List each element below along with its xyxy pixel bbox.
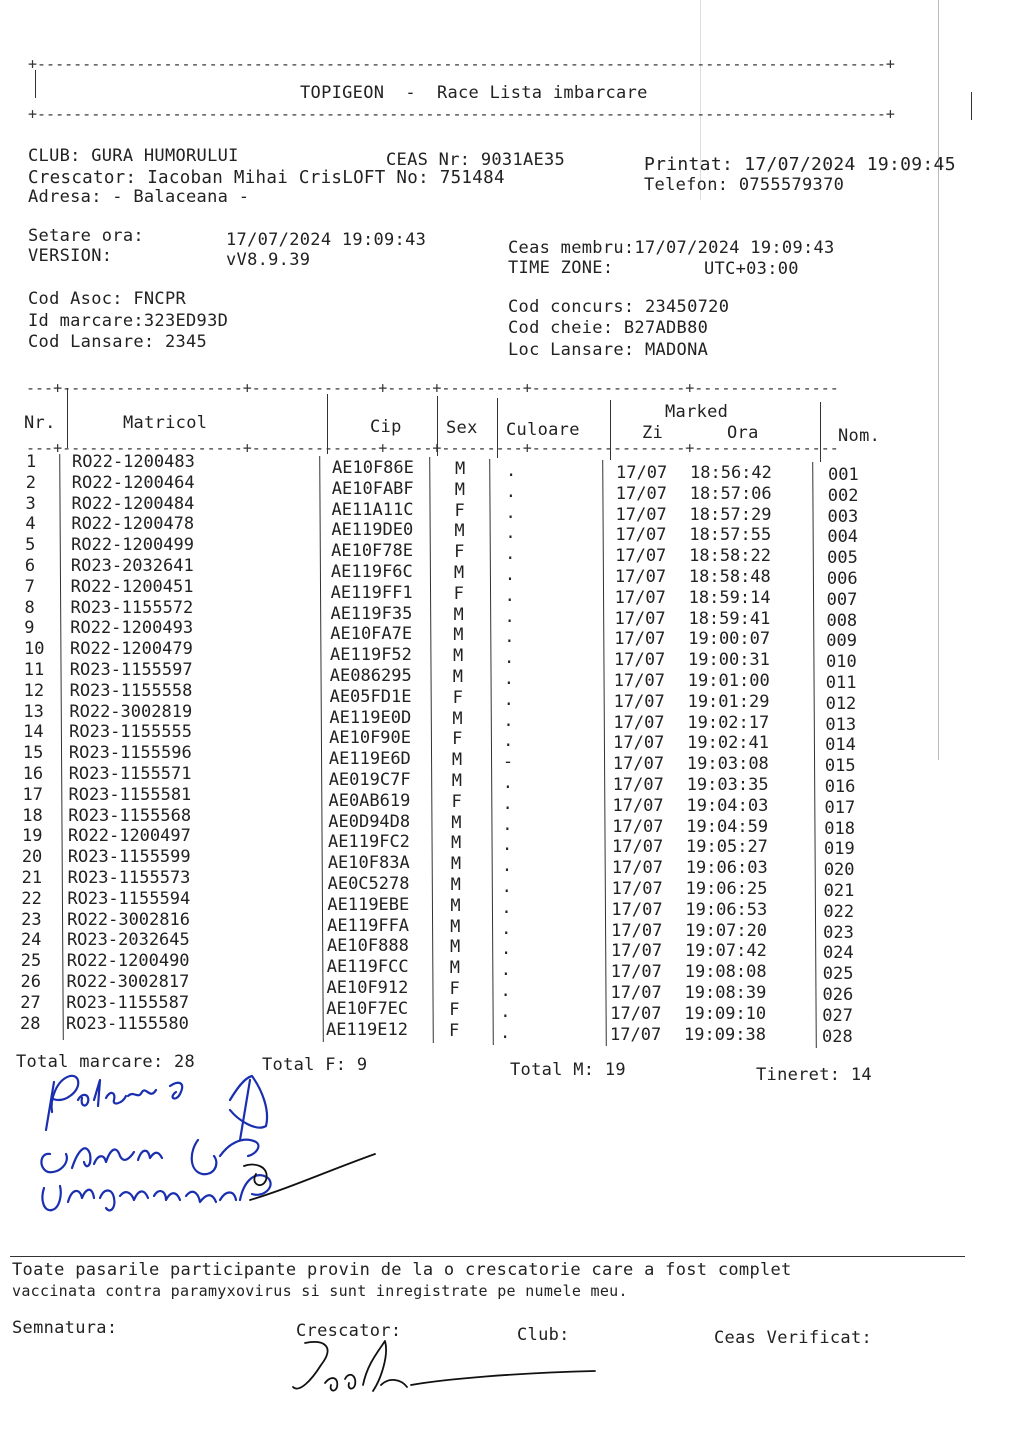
cell-nom: 017 (824, 797, 856, 818)
cell-zi: 17/07 (611, 920, 663, 941)
tineret: Tineret: 14 (756, 1065, 872, 1085)
cell-sex: M (451, 833, 462, 854)
cell-zi: 17/07 (614, 608, 666, 629)
cell-nr: 24 (20, 930, 42, 951)
crescator-sign-label: Crescator: (296, 1321, 402, 1341)
cell-matricol: RO22-1200484 (71, 493, 195, 514)
cell-matricol: RO22-1200493 (70, 618, 194, 639)
semnatura-label: Semnatura: (12, 1318, 118, 1338)
title-box-top-rule: +----------------------------------------------------------------------------------------------+ (28, 56, 895, 72)
cell-nom: 004 (827, 527, 859, 548)
cell-culoare: . (505, 502, 516, 523)
cell-nom: 002 (827, 485, 859, 506)
cell-nom: 019 (824, 839, 855, 860)
handwritten-signatures-blue (30, 1070, 450, 1230)
setare-label: Setare ora: (28, 226, 144, 246)
cell-zi: 17/07 (612, 795, 664, 816)
cell-nom: 025 (822, 964, 854, 985)
cell-ora: 18:59:14 (688, 587, 771, 608)
time-zone-label: TIME ZONE: (508, 258, 614, 278)
cell-nom: 008 (826, 610, 858, 631)
ceas-membru-text: Ceas membru:17/07/2024 19:09:43 (508, 238, 835, 258)
cell-nr: 27 (20, 992, 41, 1013)
cell-cip: AE119F52 (330, 645, 412, 666)
cell-matricol: RO23-1155594 (67, 888, 191, 909)
cell-sex: M (452, 708, 463, 729)
cell-cip: AE10FABF (331, 478, 414, 499)
cell-ora: 19:02:17 (687, 712, 770, 733)
cell-culoare: . (500, 981, 511, 1001)
cell-nom: 021 (823, 881, 855, 901)
cell-cip: AE019C7F (328, 770, 411, 790)
cell-cip: AE086295 (329, 666, 412, 686)
cell-nom: 026 (822, 985, 854, 1005)
cell-ora: 19:03:35 (686, 775, 769, 795)
cell-cip: AE0C5278 (327, 874, 410, 894)
cell-matricol: RO23-1155587 (66, 992, 190, 1013)
total-f: Total F: 9 (262, 1055, 368, 1075)
cell-matricol: RO22-1200499 (71, 535, 194, 556)
cell-nom: 014 (825, 735, 856, 756)
cell-matricol: RO22-1200490 (66, 951, 190, 972)
body-divider-culoare (602, 460, 607, 1046)
cell-culoare: . (502, 793, 513, 814)
header-zi: Zi (642, 423, 664, 443)
cell-sex: F (454, 542, 465, 563)
cell-culoare: . (500, 1022, 511, 1043)
body-divider-nr (59, 454, 64, 1040)
cell-zi: 17/07 (614, 629, 666, 650)
cell-zi: 17/07 (614, 567, 667, 587)
cell-sex: M (453, 625, 464, 646)
cell-cip: AE10F78E (331, 541, 413, 562)
cell-matricol: RO23-1155596 (68, 743, 192, 764)
cell-cip: AE119FFA (327, 915, 410, 936)
cell-zi: 17/07 (611, 858, 663, 879)
cell-zi: 17/07 (610, 1024, 662, 1045)
cell-ora: 18:59:41 (688, 608, 771, 629)
cell-zi: 17/07 (613, 691, 665, 712)
cell-nr: 22 (21, 888, 42, 909)
setare-value: 17/07/2024 19:09:43 (226, 230, 427, 250)
cell-sex: M (450, 875, 461, 895)
cell-cip: AE0AB619 (328, 790, 411, 811)
cell-culoare: . (500, 1001, 511, 1022)
cell-zi: 17/07 (611, 899, 663, 920)
cell-nom: 016 (824, 777, 856, 797)
cell-zi: 17/07 (610, 983, 662, 1003)
cell-nom: 020 (823, 860, 855, 881)
cell-zi: 17/07 (612, 754, 665, 775)
cell-zi: 17/07 (613, 733, 665, 754)
cell-cip: AE119E12 (326, 1019, 408, 1040)
cell-nr: 7 (24, 576, 35, 597)
cell-cip: AE119F6C (330, 562, 413, 582)
cell-nr: 12 (23, 680, 45, 701)
col-divider-culoare (610, 400, 611, 460)
cell-zi: 17/07 (613, 671, 665, 691)
cell-nr: 17 (22, 784, 43, 805)
cell-zi: 17/07 (615, 504, 667, 525)
cell-matricol: RO23-1155580 (66, 1013, 189, 1034)
cell-nr: 2 (25, 472, 37, 493)
cell-nom: 023 (823, 922, 854, 943)
body-divider-marked (812, 462, 817, 1048)
cell-culoare: . (502, 814, 513, 835)
cell-nom: 018 (824, 818, 855, 839)
cell-zi: 17/07 (610, 941, 663, 962)
cell-nr: 11 (23, 660, 45, 680)
cell-culoare: - (502, 752, 514, 773)
cell-nom: 005 (827, 548, 858, 569)
cell-culoare: . (500, 939, 512, 960)
cell-matricol: RO22-1200497 (68, 826, 191, 847)
cell-cip: AE119F35 (330, 603, 413, 624)
cell-matricol: RO23-1155555 (69, 722, 192, 743)
cell-nr: 6 (24, 556, 36, 576)
cell-ora: 19:03:08 (686, 754, 769, 775)
cell-culoare: . (503, 669, 515, 689)
cell-ora: 19:06:53 (685, 899, 768, 920)
cell-nr: 15 (22, 743, 44, 764)
cell-culoare: . (506, 461, 517, 481)
header-nr: Nr. (24, 413, 56, 433)
id-marcare-text: Id marcare:323ED93D (28, 311, 229, 331)
cell-matricol: RO23-1155581 (68, 784, 192, 805)
col-divider-matricol (327, 394, 328, 454)
cell-cip: AE10F86E (332, 458, 414, 478)
cell-culoare: . (501, 918, 512, 939)
cell-cip: AE119FC2 (328, 832, 410, 853)
cell-zi: 17/07 (615, 525, 667, 546)
cell-sex: M (449, 937, 461, 958)
cod-concurs-text: Cod concurs: 23450720 (508, 297, 730, 317)
cell-ora: 19:06:25 (685, 879, 768, 899)
cell-sex: M (455, 459, 466, 479)
cell-matricol: RO23-1155573 (67, 868, 191, 888)
declaration-line-1: Toate pasarile participante provin de la o crescatorie care a fost complet (12, 1260, 792, 1280)
title-box-left-border (35, 70, 36, 98)
cell-cip: AE119DE0 (331, 520, 414, 541)
cell-nom: 013 (825, 714, 857, 735)
cell-nom: 006 (826, 569, 858, 589)
club-sign-label: Club: (517, 1325, 570, 1345)
cell-matricol: RO22-1200479 (70, 639, 193, 660)
cell-ora: 19:08:39 (684, 983, 767, 1003)
table-top-rule: ---+--------------------+--------------+-----+---------+-----------------+---------------- (26, 380, 839, 396)
page-title: TOPIGEON - Race Lista imbarcare (300, 83, 648, 103)
cell-matricol: RO23-1155558 (69, 680, 193, 701)
cell-nr: 23 (21, 909, 42, 930)
cell-matricol: RO22-1200478 (71, 514, 195, 535)
cell-cip: AE119FCC (326, 957, 409, 978)
cell-ora: 19:00:31 (688, 650, 770, 671)
cell-zi: 17/07 (612, 775, 664, 795)
cell-sex: F (452, 729, 463, 750)
cell-nom: 011 (825, 673, 857, 693)
cell-nr: 1 (26, 452, 37, 472)
col-divider-sex (497, 398, 498, 458)
col-divider-nr (67, 388, 68, 448)
cell-nr: 13 (23, 701, 44, 722)
cell-nom: 010 (826, 652, 857, 673)
body-divider-matricol (319, 456, 324, 1042)
cell-matricol: RO23-1155597 (69, 660, 193, 680)
cell-matricol: RO22-1200483 (72, 452, 195, 472)
cell-cip: AE119E6D (328, 749, 411, 770)
cell-ora: 19:08:08 (684, 962, 767, 983)
ceas-verificat-label: Ceas Verificat: (714, 1328, 873, 1348)
cell-zi: 17/07 (611, 879, 663, 899)
version-value: vV8.9.39 (226, 250, 311, 270)
cell-nom: 009 (826, 631, 857, 652)
col-divider-marked (820, 402, 821, 462)
cell-matricol: RO23-1155599 (67, 847, 191, 868)
adresa-text: Adresa: - Balaceana - (28, 187, 250, 207)
cell-sex: F (449, 999, 460, 1020)
cell-nr: 4 (25, 514, 36, 535)
header-cip: Cip (370, 417, 402, 437)
cell-ora: 19:09:38 (684, 1024, 766, 1045)
footer-separator (10, 1256, 965, 1257)
cell-nr: 5 (25, 535, 36, 556)
total-m: Total M: 19 (510, 1060, 626, 1080)
cell-matricol: RO22-1200451 (70, 576, 194, 597)
version-label: VERSION: (28, 246, 113, 266)
cell-sex: F (449, 979, 460, 999)
cell-culoare: . (504, 565, 516, 585)
cell-nr: 8 (24, 597, 35, 618)
cell-culoare: . (501, 877, 512, 897)
col-divider-cip (437, 396, 438, 456)
cell-sex: F (454, 500, 465, 521)
cell-zi: 17/07 (612, 816, 664, 837)
cell-matricol: RO23-1155568 (68, 805, 192, 826)
cell-zi: 17/07 (614, 650, 666, 671)
cell-nom: 024 (822, 943, 854, 964)
cell-cip: AE10FA7E (330, 624, 413, 645)
total-marcare: Total marcare: 28 (16, 1052, 196, 1072)
cell-ora: 19:04:03 (686, 795, 769, 816)
cell-sex: M (450, 895, 461, 916)
cod-asoc-text: Cod Asoc: FNCPR (28, 289, 187, 309)
cell-nr: 14 (23, 722, 44, 743)
title-box-bottom-rule: +----------------------------------------------------------------------------------------------+ (28, 106, 895, 122)
cell-culoare: . (502, 835, 513, 856)
cell-zi: 17/07 (616, 463, 668, 483)
body-divider-sex (489, 459, 494, 1045)
cell-matricol: RO22-3002817 (66, 972, 190, 992)
cod-lansare-text: Cod Lansare: 2345 (28, 332, 208, 352)
cell-matricol: RO23-2032641 (70, 556, 194, 576)
cell-ora: 19:07:20 (685, 920, 768, 941)
cell-nr: 28 (20, 1013, 41, 1034)
cell-sex: M (450, 916, 461, 937)
cell-zi: 17/07 (612, 837, 664, 858)
cell-sex: F (451, 791, 462, 812)
cell-ora: 19:06:03 (685, 858, 768, 879)
loc-lansare-text: Loc Lansare: MADONA (508, 340, 709, 360)
cell-ora: 19:01:29 (687, 691, 770, 712)
cell-sex: M (451, 812, 462, 833)
cell-sex: F (452, 687, 463, 708)
cell-culoare: . (505, 544, 516, 565)
cell-nr: 20 (21, 847, 43, 868)
cell-nr: 9 (24, 618, 35, 639)
cell-cip: AE119E0D (329, 707, 412, 728)
cell-culoare: . (503, 731, 514, 752)
cell-cip: AE10F83A (327, 853, 410, 874)
header-nom: Nom. (838, 426, 881, 446)
cell-ora: 19:07:42 (684, 941, 767, 962)
cell-nr: 19 (22, 826, 43, 847)
cell-culoare: . (503, 710, 514, 731)
cell-nr: 3 (25, 493, 36, 514)
cell-sex: M (454, 521, 465, 542)
cell-sex: F (449, 1020, 460, 1041)
cell-nom: 001 (828, 465, 859, 485)
cell-zi: 17/07 (610, 1003, 662, 1024)
cell-matricol: RO22-1200464 (71, 472, 195, 493)
cell-nr: 25 (20, 951, 42, 972)
cell-ora: 18:58:48 (688, 567, 771, 587)
declaration-line-2: vaccinata contra paramyxovirus si sunt inregistrate pe numele meu. (12, 1282, 628, 1300)
cell-sex: M (452, 667, 464, 687)
crescator-text: Crescator: Iacoban Mihai CrisLOFT No: 751484 (28, 168, 505, 188)
cell-nom: 007 (826, 589, 858, 610)
cell-ora: 18:58:22 (689, 546, 771, 567)
cell-sex: M (451, 750, 463, 771)
cell-zi: 17/07 (610, 962, 662, 983)
cell-cip: AE10F912 (326, 978, 409, 998)
header-sex: Sex (446, 418, 478, 438)
cell-culoare: . (505, 481, 517, 502)
cell-culoare: . (504, 648, 515, 669)
cell-sex: M (453, 563, 465, 583)
cell-cip: AE119FF1 (330, 582, 413, 603)
cell-culoare: . (503, 689, 514, 710)
cell-ora: 19:01:00 (687, 671, 770, 691)
cell-culoare: . (505, 523, 516, 544)
cell-cip: AE0D94D8 (328, 811, 411, 832)
cell-sex: M (450, 854, 462, 875)
table-header-bottom-rule: ---+--------------------+--------------+-----+---------+-----------------+---------------- (26, 440, 839, 456)
cell-culoare: . (504, 606, 515, 627)
cell-cip: AE11A11C (331, 499, 414, 520)
cell-nom: 022 (823, 901, 855, 922)
cell-culoare: . (501, 897, 512, 918)
cell-cip: AE10F90E (329, 728, 412, 749)
cell-ora: 19:09:10 (684, 1003, 767, 1024)
cell-sex: F (453, 583, 464, 604)
cell-sex: M (453, 646, 464, 667)
cell-ora: 18:56:42 (690, 463, 772, 483)
cell-zi: 17/07 (614, 587, 666, 608)
club-text: CLUB: GURA HUMORULUI (28, 146, 239, 166)
cell-matricol: RO23-1155572 (70, 597, 194, 618)
cell-nom: 027 (822, 1005, 853, 1026)
cell-matricol: RO23-1155571 (68, 764, 192, 784)
cell-sex: M (453, 604, 464, 625)
telefon-text: Telefon: 0755579370 (644, 175, 845, 195)
cell-culoare: . (504, 585, 515, 606)
cell-matricol: RO22-3002816 (67, 909, 190, 930)
cell-nr: 26 (20, 972, 41, 992)
printat-text: Printat: 17/07/2024 19:09:45 (644, 154, 956, 175)
cell-nr: 16 (22, 764, 44, 784)
cell-nr: 21 (21, 868, 43, 888)
cell-sex: M (449, 958, 460, 979)
header-marked: Marked (665, 402, 729, 422)
header-ora: Ora (727, 423, 759, 443)
cell-sex: M (451, 771, 462, 791)
cell-culoare: . (500, 960, 511, 981)
cell-nom: 003 (827, 506, 859, 527)
cell-cip: AE119EBE (327, 894, 410, 915)
header-matricol: Matricol (123, 413, 208, 433)
cell-ora: 18:57:29 (689, 504, 772, 525)
cell-ora: 19:00:07 (688, 629, 771, 650)
body-divider-cip (429, 457, 434, 1043)
cell-zi: 17/07 (613, 712, 665, 733)
cell-matricol: RO22-3002819 (69, 701, 193, 722)
cell-zi: 17/07 (615, 546, 667, 567)
cell-zi: 17/07 (615, 483, 667, 504)
cell-culoare: . (501, 856, 513, 877)
cell-ora: 19:02:41 (687, 733, 770, 754)
cell-matricol: RO23-2032645 (66, 930, 190, 951)
cod-cheie-text: Cod cheie: B27ADB80 (508, 318, 709, 338)
cell-nr: 10 (24, 639, 45, 660)
ceas-nr-text: CEAS Nr: 9031AE35 (386, 150, 566, 170)
cell-cip: AE10F7EC (326, 998, 409, 1019)
cell-culoare: . (502, 773, 513, 793)
cell-cip: AE10F888 (326, 936, 409, 957)
cell-nom: 012 (825, 693, 857, 714)
cell-nom: 028 (822, 1026, 853, 1047)
cell-ora: 19:05:27 (686, 837, 768, 858)
cell-ora: 18:57:55 (689, 525, 772, 546)
cell-cip: AE05FD1E (329, 686, 412, 707)
cell-culoare: . (504, 627, 515, 648)
cell-ora: 19:04:59 (686, 816, 769, 837)
header-culoare: Culoare (506, 420, 580, 440)
cell-ora: 18:57:06 (689, 483, 772, 504)
crescator-signature (285, 1335, 605, 1415)
cell-sex: M (454, 479, 466, 500)
cell-nom: 015 (824, 756, 856, 777)
time-zone-value: UTC+03:00 (704, 259, 799, 279)
cell-nr: 18 (22, 805, 43, 826)
